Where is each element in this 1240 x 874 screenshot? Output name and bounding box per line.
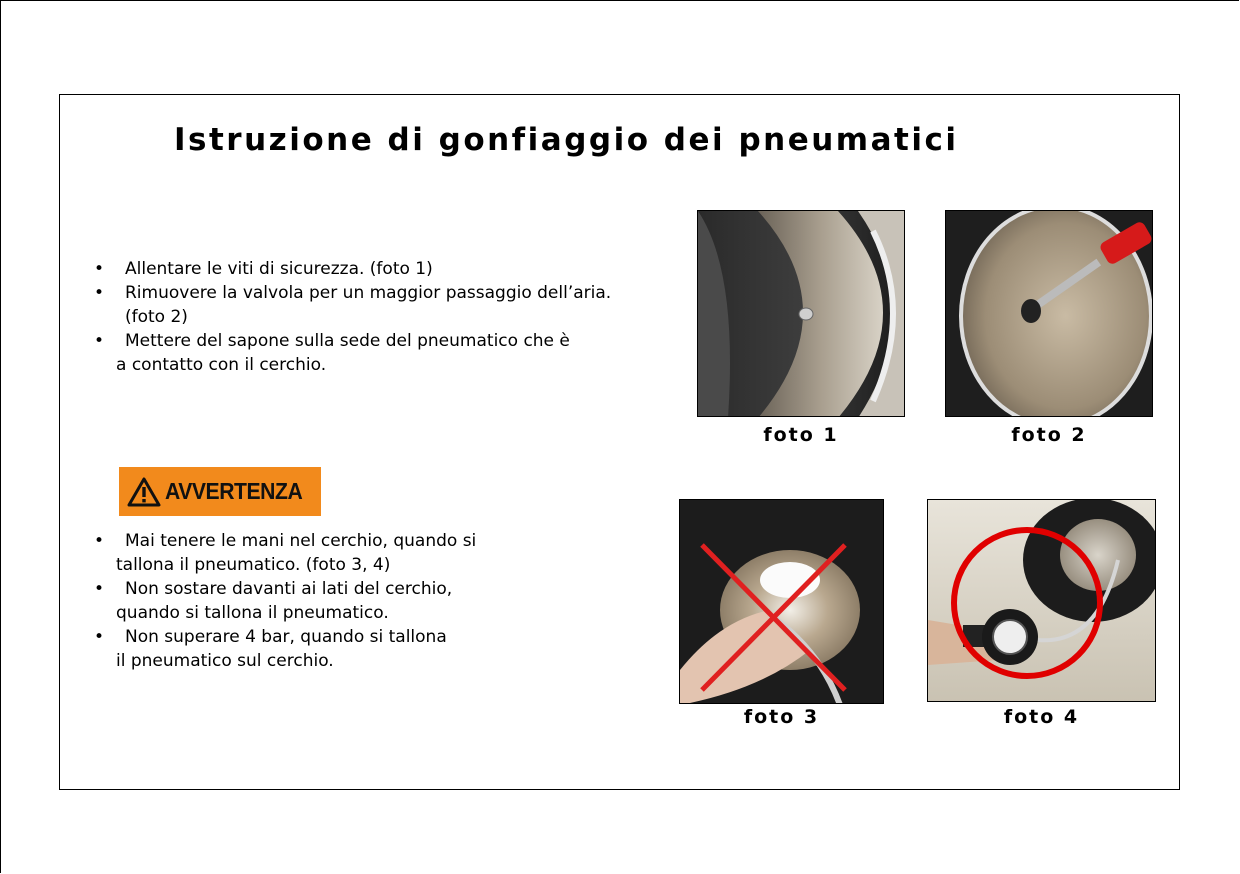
list-item-text-continued: tallona il pneumatico. (foto 3, 4) bbox=[116, 555, 391, 575]
list-item-text: Non sostare davanti ai lati del cerchio, bbox=[125, 579, 453, 599]
list-item bbox=[94, 281, 694, 329]
page-title: Istruzione di gonfiaggio dei pneumatici bbox=[174, 122, 959, 158]
photo-4-caption: foto 4 bbox=[1003, 706, 1080, 728]
photo-3 bbox=[679, 499, 884, 704]
list-item-text: Allentare le viti di sicurezza. (foto 1) bbox=[125, 259, 433, 279]
list-item-text-continued: quando si tallona il pneumatico. bbox=[116, 603, 389, 623]
photo-3-caption: foto 3 bbox=[743, 706, 820, 728]
list-item-text: Mai tenere le mani nel cerchio, quando si bbox=[125, 531, 477, 551]
list-item-text-continued: (foto 2) bbox=[125, 307, 188, 327]
bullet: • bbox=[94, 627, 105, 647]
warnings-list bbox=[94, 529, 694, 673]
photo-1 bbox=[697, 210, 905, 417]
list-item bbox=[94, 257, 694, 281]
list-item bbox=[94, 577, 694, 625]
bullet: • bbox=[94, 259, 105, 279]
bullet: • bbox=[94, 531, 105, 551]
list-item-text-continued: a contatto con il cerchio. bbox=[116, 355, 327, 375]
bullet: • bbox=[94, 283, 105, 303]
photo-2 bbox=[945, 210, 1153, 417]
list-item bbox=[94, 529, 694, 577]
photo-4 bbox=[927, 499, 1156, 702]
list-item bbox=[94, 329, 694, 377]
list-item-text: Mettere del sapone sulla sede del pneumatico che è bbox=[125, 331, 570, 351]
photo-1-caption: foto 1 bbox=[763, 424, 839, 446]
list-item-text: Rimuovere la valvola per un maggior passaggio dell’aria. bbox=[125, 283, 612, 303]
list-item-text-continued: il pneumatico sul cerchio. bbox=[116, 651, 334, 671]
photo-2-caption: foto 2 bbox=[1011, 424, 1087, 446]
list-item bbox=[94, 625, 694, 673]
warning-badge bbox=[119, 467, 321, 516]
instructions-list bbox=[94, 257, 694, 377]
warning-triangle-icon bbox=[127, 477, 161, 507]
bullet: • bbox=[94, 331, 105, 351]
list-item-text: Non superare 4 bar, quando si tallona bbox=[125, 627, 447, 647]
warning-label: AVVERTENZA bbox=[165, 478, 303, 504]
bullet: • bbox=[94, 579, 105, 599]
